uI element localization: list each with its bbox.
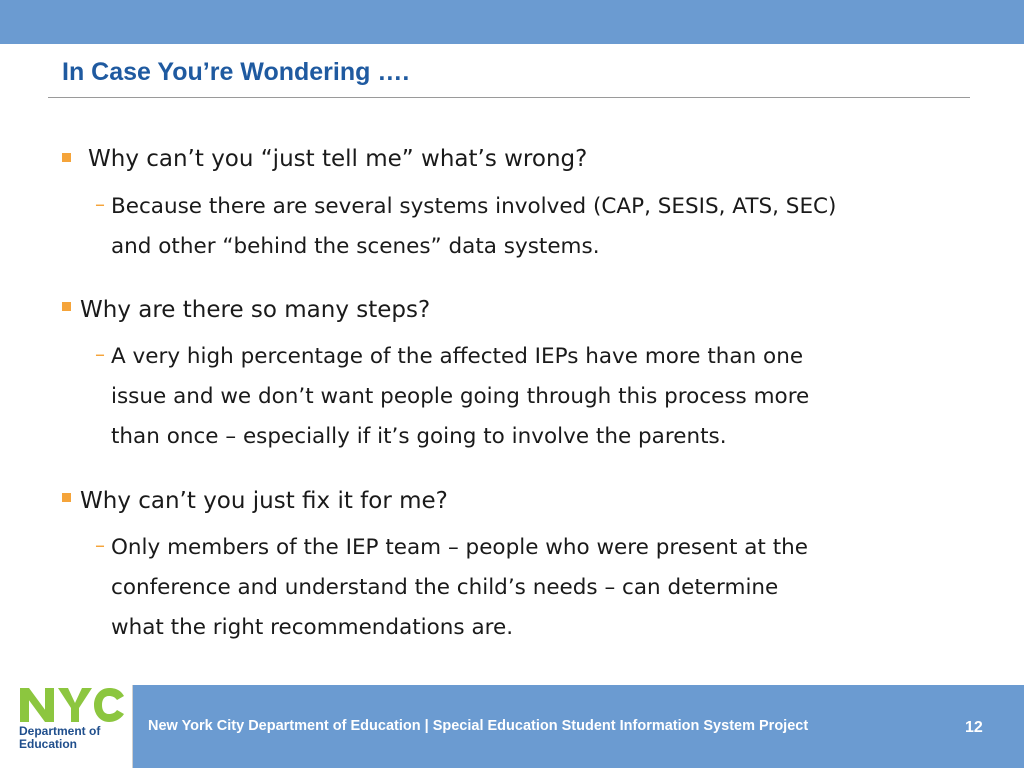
bullet-item: Why can’t you just fix it for me? [80, 488, 448, 514]
sub-bullet-line: issue and we don’t want people going through this process more [111, 384, 810, 409]
logo-caption-line1: Department of [19, 724, 101, 738]
bullet-item: Why are there so many steps? [80, 297, 431, 323]
sub-bullet-dash-icon: – [95, 192, 105, 216]
sub-bullet-dash-icon: – [95, 533, 105, 557]
sub-bullet-dash-icon: – [95, 342, 105, 366]
sub-bullet-line: than once – especially if it’s going to involve the parents. [111, 424, 727, 449]
footer-text: New York City Department of Education | Special Education Student Information System Project [148, 718, 809, 734]
sub-bullet-line: A very high percentage of the affected IEPs have more than one [111, 344, 804, 369]
nyc-logo-icon [18, 686, 128, 728]
bullet-item: Why can’t you “just tell me” what’s wrong? [88, 146, 588, 172]
sub-bullet-line: Only members of the IEP team – people who were present at the [111, 535, 808, 560]
slide-title: In Case You’re Wondering …. [62, 58, 410, 86]
bullet-square-icon [62, 493, 71, 502]
sub-bullet-line: what the right recommendations are. [111, 615, 514, 640]
sub-bullet-line: and other “behind the scenes” data systems. [111, 234, 600, 259]
logo-caption-line2: Education [19, 737, 78, 751]
sub-bullet-line: conference and understand the child’s needs – can determine [111, 575, 779, 600]
bullet-square-icon [62, 153, 71, 162]
sub-bullet-line: Because there are several systems involved (CAP, SESIS, ATS, SEC) [111, 194, 837, 219]
page-number: 12 [965, 719, 983, 736]
bullet-square-icon [62, 302, 71, 311]
